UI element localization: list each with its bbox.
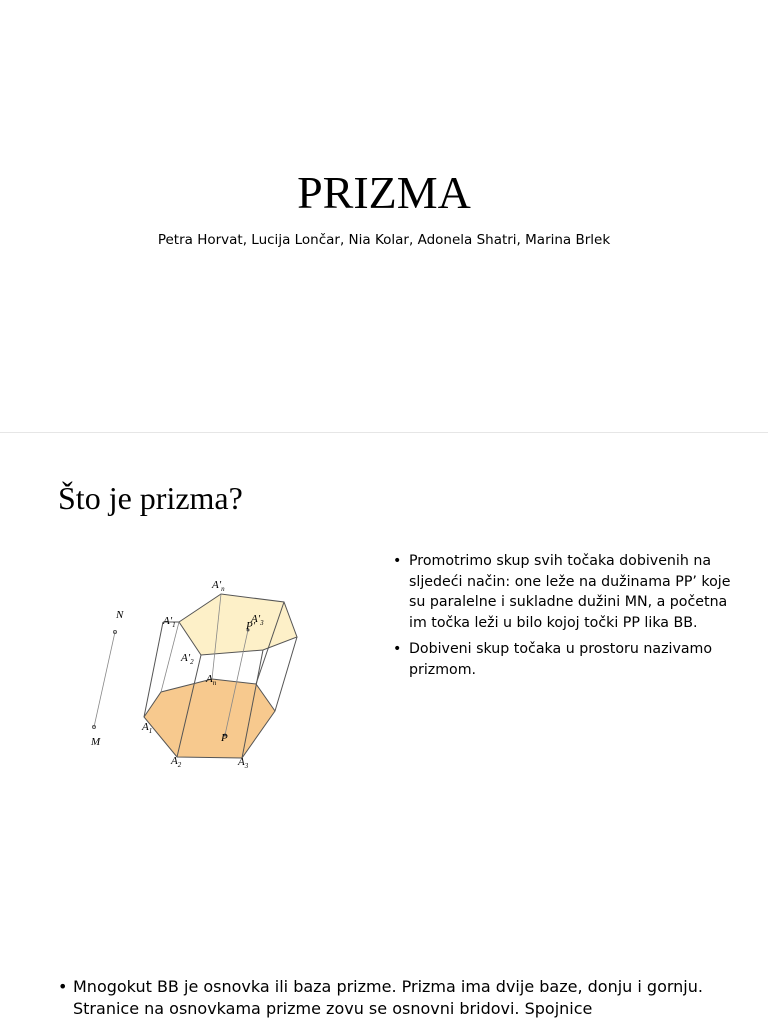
label-m: M <box>91 736 101 748</box>
label-a2: $A_2$ <box>171 755 182 769</box>
slide-heading: Što je prizma? <box>58 480 243 516</box>
bullet-dot: • <box>393 553 402 569</box>
bullet-text: Dobiveni skup točaka u prostoru nazivamo prizmom. <box>409 641 713 678</box>
bullet-dot: • <box>58 977 68 996</box>
label-a3: $A_3$ <box>238 756 249 770</box>
prism-top-base <box>179 594 297 655</box>
prism-diagram <box>80 570 300 780</box>
label-n: N <box>116 609 124 621</box>
label-a3-prime: $A'_3$ <box>251 613 264 627</box>
slide-divider <box>0 432 768 433</box>
prism-figure <box>80 570 300 780</box>
label-p: P <box>221 732 228 744</box>
bullet-list <box>392 551 732 687</box>
segment-mn <box>94 632 115 727</box>
label-a2-prime: $A'_2$ <box>181 652 194 666</box>
label-an-prime: $A'_n$ <box>212 579 225 593</box>
label-a1: $A_1$ <box>142 721 153 735</box>
bullet-item <box>392 639 732 680</box>
bullet-text: Promotrimo skup svih točaka dobivenih na sljedeći način: one leže na dužinama PP’ koje su paralelne i sukladne dužini MN, a početna im točka leži u bilo kojoj točki PP lika BB. <box>409 553 731 631</box>
prism-hidden-edge <box>161 622 179 692</box>
prism-lateral-edge <box>275 637 297 711</box>
label-a1-prime: $A'_1$ <box>163 615 176 629</box>
bullet-item <box>392 551 732 633</box>
slide3-bullet <box>58 976 758 1020</box>
slide3-text: Mnogokut BB je osnovka ili baza prizme. Prizma ima dvije baze, donju i gornju. Stranice na osnovkama prizme zovu se osnovni bridovi. Spojnice <box>73 977 703 1018</box>
slide-authors: Petra Horvat, Lucija Lončar, Nia Kolar, Adonela Shatri, Marina Brlek <box>157 232 611 248</box>
slide-title: PRIZMA <box>297 167 471 218</box>
bullet-dot: • <box>393 641 402 658</box>
label-p-prime: P′ <box>246 620 256 632</box>
label-an: $A_n$ <box>206 673 217 687</box>
